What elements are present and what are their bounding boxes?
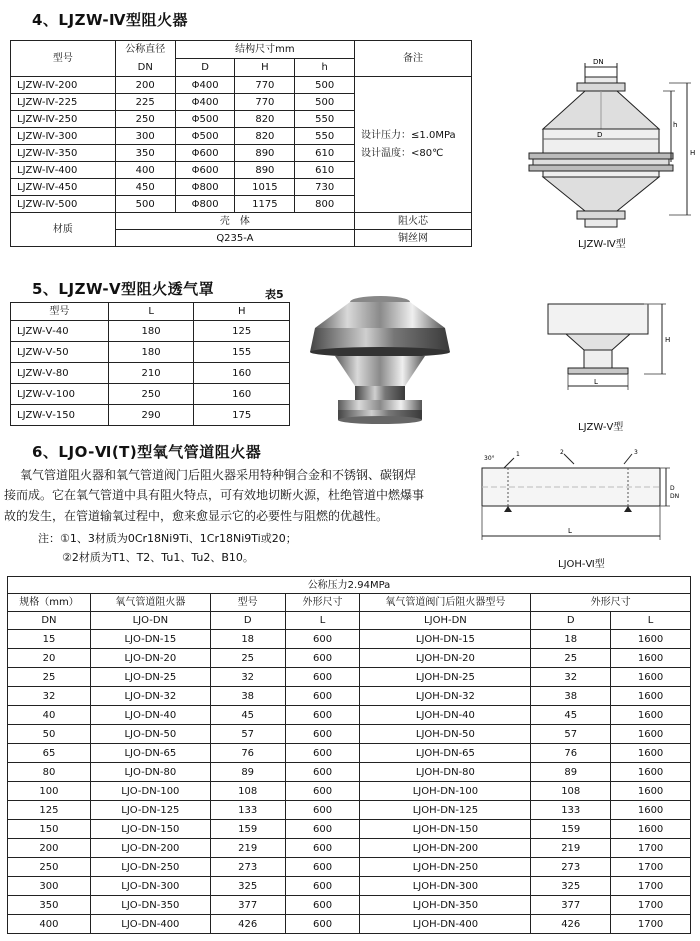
head2-ljoh-dn: LJOH-DN: [360, 612, 531, 630]
s4-table-cell: 820: [235, 128, 295, 145]
oxygen-table-cell: 150: [8, 820, 91, 839]
oxygen-table-cell: 1600: [611, 820, 691, 839]
ljzw-iv-diagram: [505, 55, 695, 250]
section-6-title: 6、LJO-Ⅵ(T)型氧气管道阻火器: [32, 443, 262, 461]
s4-table-cell: 250: [115, 111, 175, 128]
s4-table-cell: 770: [235, 94, 295, 111]
oxygen-table-cell: 25: [210, 649, 285, 668]
oxygen-table-cell: 273: [210, 858, 285, 877]
section-4-title: 4、LJZW-Ⅳ型阻火器: [32, 11, 189, 29]
head2-d-2: D: [531, 612, 611, 630]
s4-table-cell: LJZW-Ⅳ-250: [11, 111, 116, 128]
ljzw-v-diagram: [540, 298, 680, 408]
oxygen-table-cell: 350: [8, 896, 91, 915]
s4-head-dn: 公称直径: [115, 41, 175, 59]
s5-table-cell: LJZW-Ⅴ-150: [11, 405, 109, 426]
s4-table-cell: Φ800: [175, 179, 235, 196]
iv-dn-label: DN: [593, 58, 604, 66]
oxygen-table-cell: 25: [8, 668, 91, 687]
head1-size: 外形尺寸: [285, 594, 360, 612]
vi-d-label: D: [670, 485, 675, 492]
head2-l-2: L: [611, 612, 691, 630]
oxygen-table-cell: 600: [285, 687, 360, 706]
oxygen-table-cell: 108: [531, 782, 611, 801]
head1-model: 型号: [210, 594, 285, 612]
s4-table-cell: 500: [295, 94, 355, 111]
oxygen-table-cell: LJOH-DN-250: [360, 858, 531, 877]
oxygen-table-cell: 125: [8, 801, 91, 820]
oxygen-table-cell: LJOH-DN-25: [360, 668, 531, 687]
s4-head-remark: 备注: [355, 41, 472, 77]
oxygen-table-cell: 76: [531, 744, 611, 763]
s5-table-cell: 160: [194, 384, 290, 405]
oxygen-table-cell: 426: [210, 915, 285, 934]
oxygen-table-cell: 219: [210, 839, 285, 858]
oxygen-table-cell: LJO-DN-20: [90, 649, 210, 668]
oxygen-table-cell: 38: [531, 687, 611, 706]
vi-l-label: L: [568, 527, 572, 535]
s5-table-cell: LJZW-Ⅴ-80: [11, 363, 109, 384]
oxygen-table-cell: 400: [8, 915, 91, 934]
oxygen-table-row: [8, 763, 691, 782]
s4-table-cell: Φ500: [175, 128, 235, 145]
s4-head-D: D: [175, 59, 235, 77]
oxygen-table-row: [8, 877, 691, 896]
oxygen-table-cell: LJO-DN-32: [90, 687, 210, 706]
oxygen-table-cell: 89: [531, 763, 611, 782]
s4-core-label: 阻火芯: [355, 213, 472, 230]
oxygen-table-cell: 45: [531, 706, 611, 725]
s5-table-row: [11, 342, 290, 363]
oxygen-table-cell: 377: [210, 896, 285, 915]
oxygen-table-cell: LJOH-DN-20: [360, 649, 531, 668]
oxygen-table-cell: LJOH-DN-80: [360, 763, 531, 782]
s6-note-2: ②2材质为T1、T2、Tu1、Tu2、B10。: [62, 551, 254, 564]
s5-head-L: L: [108, 303, 194, 321]
oxygen-table-cell: 600: [285, 801, 360, 820]
oxygen-table-cell: 200: [8, 839, 91, 858]
oxygen-table-cell: 32: [531, 668, 611, 687]
oxygen-table-cell: 80: [8, 763, 91, 782]
oxygen-table-row: [8, 649, 691, 668]
head2-ljo-dn: LJO-DN: [90, 612, 210, 630]
oxygen-table-row: [8, 668, 691, 687]
s4-table-cell: 610: [295, 162, 355, 179]
s4-table-cell: 350: [115, 145, 175, 162]
s4-table-cell: 500: [295, 77, 355, 94]
s4-table-cell: 500: [115, 196, 175, 213]
s4-shell-value: Q235-A: [115, 230, 354, 247]
oxygen-table-cell: 377: [531, 896, 611, 915]
s4-table-cell: LJZW-Ⅳ-400: [11, 162, 116, 179]
s4-table-cell: LJZW-Ⅳ-450: [11, 179, 116, 196]
oxygen-table-cell: 1700: [611, 877, 691, 896]
iv-h-big-label: H: [690, 149, 695, 157]
s4-table-cell: LJZW-Ⅳ-500: [11, 196, 116, 213]
s4-table-cell: 450: [115, 179, 175, 196]
oxygen-table-cell: 1600: [611, 649, 691, 668]
s4-head-size: 结构尺寸mm: [175, 41, 354, 59]
oxygen-table-cell: 600: [285, 896, 360, 915]
head1-size-2: 外形尺寸: [531, 594, 691, 612]
oxygen-table-cell: LJO-DN-150: [90, 820, 210, 839]
s5-table-cell: 210: [108, 363, 194, 384]
oxygen-table-row: [8, 630, 691, 649]
oxygen-table-cell: LJO-DN-15: [90, 630, 210, 649]
section-5-title: 5、LJZW-Ⅴ型阻火透气罩: [32, 280, 215, 298]
oxygen-table-cell: LJO-DN-50: [90, 725, 210, 744]
oxygen-table-cell: LJOH-DN-40: [360, 706, 531, 725]
iv-h-small-label: h: [673, 121, 678, 129]
s5-head-model: 型号: [11, 303, 109, 321]
s4-table-cell: LJZW-Ⅳ-350: [11, 145, 116, 162]
s4-table-cell: 1175: [235, 196, 295, 213]
oxygen-table-cell: LJO-DN-125: [90, 801, 210, 820]
s4-table-cell: 225: [115, 94, 175, 111]
oxygen-table-row: [8, 801, 691, 820]
oxygen-table-row: [8, 706, 691, 725]
oxygen-table-cell: 133: [210, 801, 285, 820]
oxygen-table-cell: 219: [531, 839, 611, 858]
oxygen-table-cell: 600: [285, 763, 360, 782]
oxygen-table-cell: LJOH-DN-32: [360, 687, 531, 706]
oxygen-table-cell: 45: [210, 706, 285, 725]
s4-design-pressure: 设计压力：≤1.0MPa: [361, 129, 456, 141]
s6-para-line-3: 故的发生，在管道输氧过程中，愈来愈显示它的必要性与阻燃的优越性。: [4, 509, 389, 523]
oxygen-table-cell: 159: [210, 820, 285, 839]
ljzw-iv-caption: LJZW-Ⅳ型: [578, 239, 626, 250]
oxygen-table-cell: LJOH-DN-400: [360, 915, 531, 934]
oxygen-table-cell: 600: [285, 706, 360, 725]
vi-part-1-label: 1: [516, 451, 520, 458]
oxygen-table-cell: LJOH-DN-350: [360, 896, 531, 915]
s5-table-cell: 290: [108, 405, 194, 426]
oxygen-table-row: [8, 839, 691, 858]
oxygen-table-cell: LJO-DN-80: [90, 763, 210, 782]
oxygen-table-cell: 18: [531, 630, 611, 649]
vi-dn-label: DN: [670, 493, 679, 500]
s4-table-cell: 550: [295, 111, 355, 128]
oxygen-table-cell: 1600: [611, 782, 691, 801]
vi-part-3-label: 3: [634, 449, 638, 456]
oxygen-table-cell: LJO-DN-25: [90, 668, 210, 687]
s4-head-dn2: DN: [115, 59, 175, 77]
s5-table-row: [11, 363, 290, 384]
oxygen-table-cell: 133: [531, 801, 611, 820]
oxygen-table-cell: 325: [531, 877, 611, 896]
s6-note-1: 注：①1、3材质为0Cr18Ni9Ti、1Cr18Ni9Ti或20；: [38, 532, 297, 545]
s4-table: [10, 40, 472, 247]
oxygen-table-cell: 600: [285, 782, 360, 801]
iv-d-label: D: [597, 131, 603, 139]
s4-table-cell: LJZW-Ⅳ-300: [11, 128, 116, 145]
head1-spec: 规格（mm）: [8, 594, 91, 612]
oxygen-table-row: [8, 744, 691, 763]
s4-table-cell: LJZW-Ⅳ-200: [11, 77, 116, 94]
s4-table-cell: 730: [295, 179, 355, 196]
oxygen-table-cell: 50: [8, 725, 91, 744]
oxygen-table-cell: 57: [531, 725, 611, 744]
oxygen-table-cell: 273: [531, 858, 611, 877]
oxygen-table-cell: LJOH-DN-125: [360, 801, 531, 820]
oxygen-table-cell: 600: [285, 915, 360, 934]
s4-remark-cell: [355, 77, 472, 213]
s4-table-cell: 820: [235, 111, 295, 128]
oxygen-arrester-table: [7, 576, 691, 934]
oxygen-table-cell: LJOH-DN-300: [360, 877, 531, 896]
oxygen-table-cell: 1700: [611, 896, 691, 915]
oxygen-table-cell: 600: [285, 649, 360, 668]
oxygen-table-cell: 1600: [611, 668, 691, 687]
oxygen-table-cell: 600: [285, 744, 360, 763]
oxygen-table-cell: 600: [285, 668, 360, 687]
oxygen-table-cell: 1600: [611, 744, 691, 763]
oxygen-table-cell: 57: [210, 725, 285, 744]
s5-table-cell: 175: [194, 405, 290, 426]
oxygen-table-cell: 76: [210, 744, 285, 763]
s4-table-row: [11, 77, 472, 94]
oxygen-table-cell: 32: [8, 687, 91, 706]
oxygen-table-cell: LJO-DN-400: [90, 915, 210, 934]
s5-table-cell: 155: [194, 342, 290, 363]
oxygen-table-cell: 1700: [611, 839, 691, 858]
s4-table-cell: Φ400: [175, 77, 235, 94]
oxygen-table-cell: 600: [285, 630, 360, 649]
s4-material-label: 材质: [11, 213, 116, 247]
s5-table-row: [11, 321, 290, 342]
s4-design-temperature: 设计温度：<80℃: [361, 147, 444, 159]
oxygen-table-cell: 600: [285, 820, 360, 839]
oxygen-table-cell: 600: [285, 839, 360, 858]
oxygen-table-cell: 1600: [611, 687, 691, 706]
oxygen-table-row: [8, 687, 691, 706]
s4-table-cell: 770: [235, 77, 295, 94]
v-l-label: L: [594, 378, 598, 386]
oxygen-table-cell: 300: [8, 877, 91, 896]
s5-table-cell: 180: [108, 342, 194, 363]
s6-para-line-1: 氧气管道阻火器和氧气管道阀门后阻火器采用特种铜合金和不锈钢、碳钢焊: [20, 468, 417, 482]
head2-dn: DN: [8, 612, 91, 630]
oxygen-table-cell: 1600: [611, 630, 691, 649]
s4-shell-label: 壳 体: [115, 213, 354, 230]
oxygen-table-cell: 20: [8, 649, 91, 668]
oxygen-table-row: [8, 725, 691, 744]
oxygen-table-cell: LJOH-DN-15: [360, 630, 531, 649]
s5-table-cell: LJZW-Ⅴ-50: [11, 342, 109, 363]
oxygen-table-cell: 25: [531, 649, 611, 668]
oxygen-table-cell: 325: [210, 877, 285, 896]
oxygen-table-cell: 600: [285, 858, 360, 877]
head1-ljo: 氧气管道阻火器: [90, 594, 210, 612]
oxygen-table-row: [8, 915, 691, 934]
s5-table-row: [11, 405, 290, 426]
oxygen-table-cell: 1700: [611, 858, 691, 877]
oxygen-table-cell: 108: [210, 782, 285, 801]
s4-table-cell: Φ600: [175, 145, 235, 162]
s4-table-cell: 400: [115, 162, 175, 179]
s4-head-h: h: [295, 59, 355, 77]
s4-table-cell: 200: [115, 77, 175, 94]
s4-table-cell: Φ800: [175, 196, 235, 213]
s4-table-cell: 550: [295, 128, 355, 145]
head2-l: L: [285, 612, 360, 630]
oxygen-table-cell: 1600: [611, 763, 691, 782]
oxygen-table-cell: 32: [210, 668, 285, 687]
s4-head-model: 型号: [11, 41, 116, 77]
oxygen-table-cell: LJO-DN-65: [90, 744, 210, 763]
oxygen-table-cell: 600: [285, 725, 360, 744]
s5-table-cell: LJZW-Ⅴ-100: [11, 384, 109, 405]
oxygen-table-row: [8, 782, 691, 801]
ljoh-vi-diagram: [474, 444, 679, 544]
s6-para-line-2: 接而成。它在氧气管道中具有阻火特点，可有效地切断火源，杜绝管道中燃爆事: [4, 488, 425, 502]
oxygen-table-cell: LJOH-DN-100: [360, 782, 531, 801]
oxygen-table-cell: LJOH-DN-50: [360, 725, 531, 744]
oxygen-table-cell: LJO-DN-300: [90, 877, 210, 896]
s5-table-cell: LJZW-Ⅴ-40: [11, 321, 109, 342]
oxygen-table-cell: LJO-DN-100: [90, 782, 210, 801]
s4-table-cell: Φ500: [175, 111, 235, 128]
s5-table: [10, 302, 290, 426]
ljzw-v-caption: LJZW-Ⅴ型: [578, 422, 624, 433]
s4-table-cell: 890: [235, 162, 295, 179]
ljzw-v-photo: [300, 290, 460, 455]
s4-table-cell: 300: [115, 128, 175, 145]
head2-d: D: [210, 612, 285, 630]
vi-angle-label: 30°: [484, 455, 495, 462]
oxygen-table-cell: LJO-DN-200: [90, 839, 210, 858]
oxygen-table-cell: 250: [8, 858, 91, 877]
s4-head-H: H: [235, 59, 295, 77]
oxygen-table-cell: LJO-DN-350: [90, 896, 210, 915]
s4-core-value: 铜丝网: [355, 230, 472, 247]
s5-table-cell: 250: [108, 384, 194, 405]
s4-table-cell: 800: [295, 196, 355, 213]
oxygen-table-cell: 100: [8, 782, 91, 801]
oxygen-table-cell: 600: [285, 877, 360, 896]
s4-table-cell: 610: [295, 145, 355, 162]
s4-table-cell: Φ400: [175, 94, 235, 111]
s5-table-cell: 125: [194, 321, 290, 342]
oxygen-table-cell: 1700: [611, 915, 691, 934]
oxygen-table-row: [8, 858, 691, 877]
oxygen-table-cell: LJO-DN-250: [90, 858, 210, 877]
vi-part-2-label: 2: [560, 449, 564, 456]
head1-ljoh: 氧气管道阀门后阻火器型号: [360, 594, 531, 612]
oxygen-table-cell: 1600: [611, 801, 691, 820]
v-h-label: H: [665, 336, 671, 344]
oxygen-table-cell: 18: [210, 630, 285, 649]
oxygen-table-row: [8, 820, 691, 839]
oxygen-table-cell: 15: [8, 630, 91, 649]
s5-table-cell: 180: [108, 321, 194, 342]
s5-table-cell: 160: [194, 363, 290, 384]
s4-table-cell: 890: [235, 145, 295, 162]
oxygen-table-cell: LJOH-DN-200: [360, 839, 531, 858]
s4-table-cell: 1015: [235, 179, 295, 196]
oxygen-table-cell: 1600: [611, 706, 691, 725]
s4-table-cell: LJZW-Ⅳ-225: [11, 94, 116, 111]
oxygen-table-cell: 89: [210, 763, 285, 782]
s5-table-tag: 表5: [265, 288, 284, 301]
oxygen-table-cell: LJOH-DN-65: [360, 744, 531, 763]
oxygen-table-cell: LJO-DN-40: [90, 706, 210, 725]
oxygen-table-cell: 65: [8, 744, 91, 763]
s4-table-cell: Φ600: [175, 162, 235, 179]
s5-head-H: H: [194, 303, 290, 321]
s5-table-row: [11, 384, 290, 405]
oxygen-table-cell: 38: [210, 687, 285, 706]
oxygen-table-cell: 1600: [611, 725, 691, 744]
oxygen-table-cell: 40: [8, 706, 91, 725]
pressure-header: 公称压力2.94MPa: [8, 577, 691, 594]
oxygen-table-cell: 159: [531, 820, 611, 839]
oxygen-table-row: [8, 896, 691, 915]
oxygen-table-cell: LJOH-DN-150: [360, 820, 531, 839]
ljoh-vi-caption: LJOH-Ⅵ型: [558, 559, 605, 570]
oxygen-table-cell: 426: [531, 915, 611, 934]
